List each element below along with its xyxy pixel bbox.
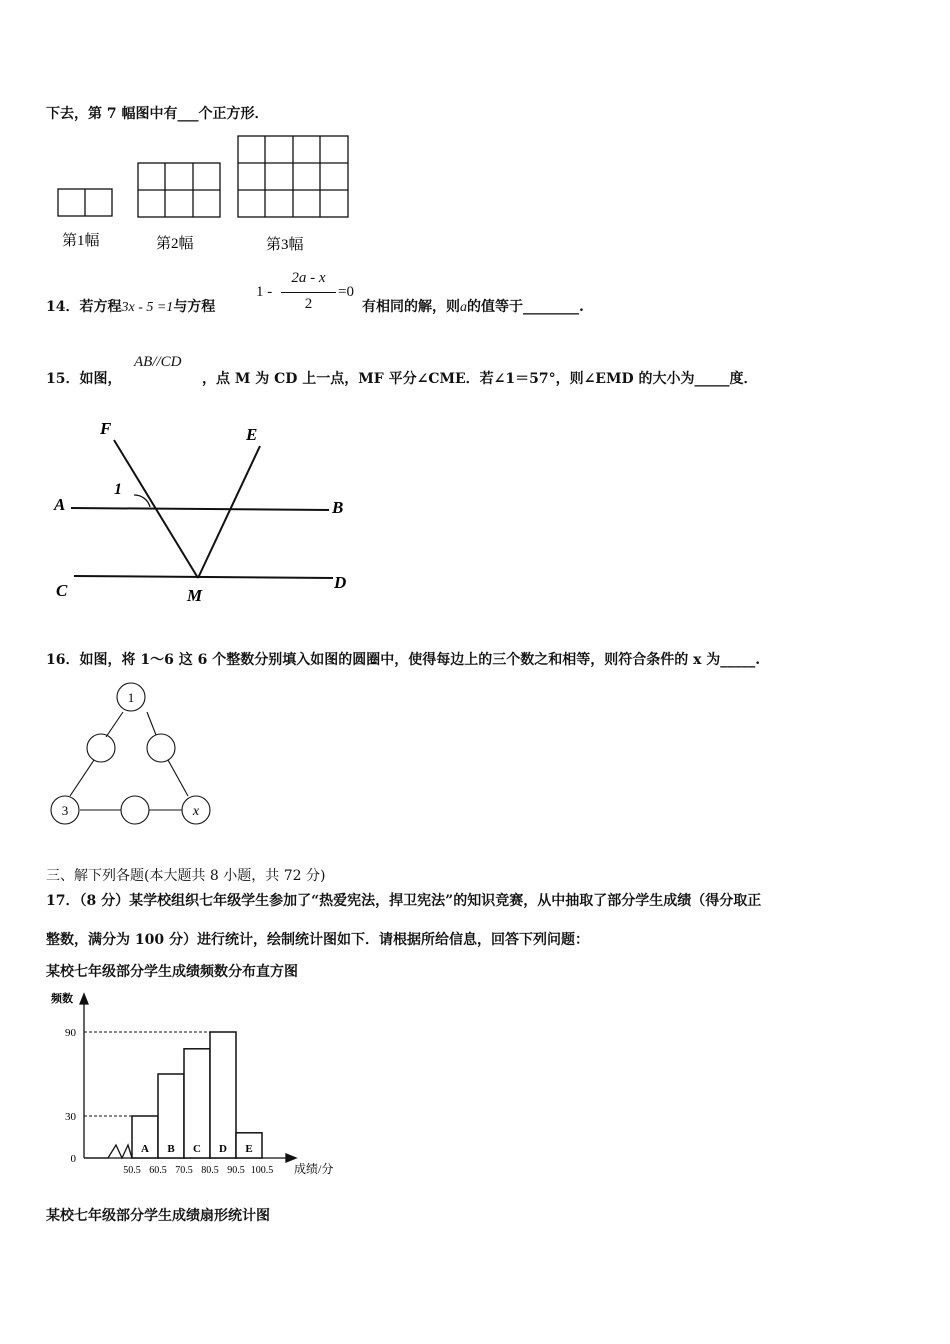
bar-label-C: C — [193, 1143, 201, 1155]
label-f: F — [100, 419, 112, 438]
y-tick-30: 30 — [65, 1111, 76, 1123]
axis-break — [84, 1145, 132, 1158]
x-tick-100.5: 100.5 — [250, 1165, 274, 1176]
caption-3: 第3幅 — [266, 237, 304, 253]
y-tick-90: 90 — [65, 1027, 76, 1039]
circle-right-value: x — [192, 804, 200, 819]
x-axis-arrow — [286, 1154, 296, 1162]
y-axis-arrow — [80, 994, 88, 1004]
histogram-chart — [46, 990, 356, 1180]
circle-left-value: 3 — [61, 803, 69, 818]
q15-text-2: ，点 M 为 CD 上一点，MF 平分∠CME．若∠1＝57°，则∠EMD 的大小为_____度． — [202, 371, 758, 387]
bar-label-A: A — [141, 1143, 149, 1155]
q14-equation-2: 1 - 2a - x 2 =0 — [256, 270, 354, 312]
circle-right-mid — [147, 734, 175, 762]
q14-blank: ________ — [523, 299, 579, 315]
x-axis-label: 成绩/分 — [294, 1162, 334, 1176]
label-b: B — [332, 498, 344, 517]
q17-line-2: 整数，满分为 100 分）进行统计，绘制统计图如下．请根据所给信息，回答下列问题： — [46, 932, 589, 948]
q15-text: 15．如图， — [46, 371, 122, 387]
histogram-title: 某校七年级部分学生成绩频数分布直方图 — [46, 964, 298, 980]
ray-me — [198, 446, 260, 578]
bar-label-E: E — [245, 1143, 253, 1155]
x-tick-60.5: 60.5 — [149, 1165, 167, 1176]
bar-D — [210, 1032, 236, 1158]
line-ab — [71, 508, 329, 510]
bar-label-D: D — [219, 1143, 227, 1155]
parallel-lines-figure — [46, 410, 366, 610]
x-tick-50.5: 50.5 — [123, 1165, 141, 1176]
line-cd — [74, 576, 333, 578]
q13-text: 下去，第 7 幅图中有___个正方形． — [46, 106, 269, 122]
circle-bottom-mid — [121, 796, 149, 824]
q17-line-1: 17．（8 分）某学校组织七年级学生参加了“热爱宪法，捍卫宪法”的知识竞赛，从中抽取了部分学生成绩（得分取正 — [46, 893, 762, 909]
bar-label-B: B — [167, 1143, 175, 1155]
y-tick-0: 0 — [70, 1153, 76, 1165]
circle-top-value: 1 — [127, 690, 135, 705]
q15-blank: _____ — [694, 371, 730, 387]
q14-equation-1: 3x - 5 =1 — [121, 300, 174, 315]
label-e: E — [246, 425, 258, 444]
bar-C — [184, 1049, 210, 1158]
label-c: C — [56, 581, 68, 600]
q14-tail: 有相同的解，则a的值等于________. — [362, 299, 584, 315]
x-tick-70.5: 70.5 — [175, 1165, 193, 1176]
section-3-title: 三、解下列各题(本大题共 8 小题，共 72 分) — [46, 868, 326, 884]
caption-2: 第2幅 — [156, 236, 194, 252]
triangle-circles-figure — [46, 680, 226, 830]
x-tick-80.5: 80.5 — [201, 1165, 219, 1176]
q15-condition: AB//CD — [134, 354, 182, 370]
q16-text: 16．如图，将 1～6 这 6 个整数分别填入如图的圆圈中，使得每边上的三个数之和相等，则符合条件的 x 为_____. — [46, 652, 761, 668]
label-angle-1: 1 — [114, 481, 122, 498]
pie-chart-title: 某校七年级部分学生成绩扇形统计图 — [46, 1208, 270, 1224]
circle-left-mid — [87, 734, 115, 762]
y-axis-label: 频数 — [51, 993, 73, 1005]
label-m: M — [187, 586, 203, 605]
q13-blank: ___ — [177, 106, 199, 122]
q16-blank: _____ — [720, 652, 756, 668]
x-tick-90.5: 90.5 — [227, 1165, 245, 1176]
label-a: A — [54, 495, 66, 514]
label-d: D — [334, 573, 347, 592]
square-pattern-figure — [46, 130, 366, 260]
caption-1: 第1幅 — [62, 233, 100, 249]
q14-text: 14．若方程3x - 5 =1与方程 — [46, 299, 216, 315]
